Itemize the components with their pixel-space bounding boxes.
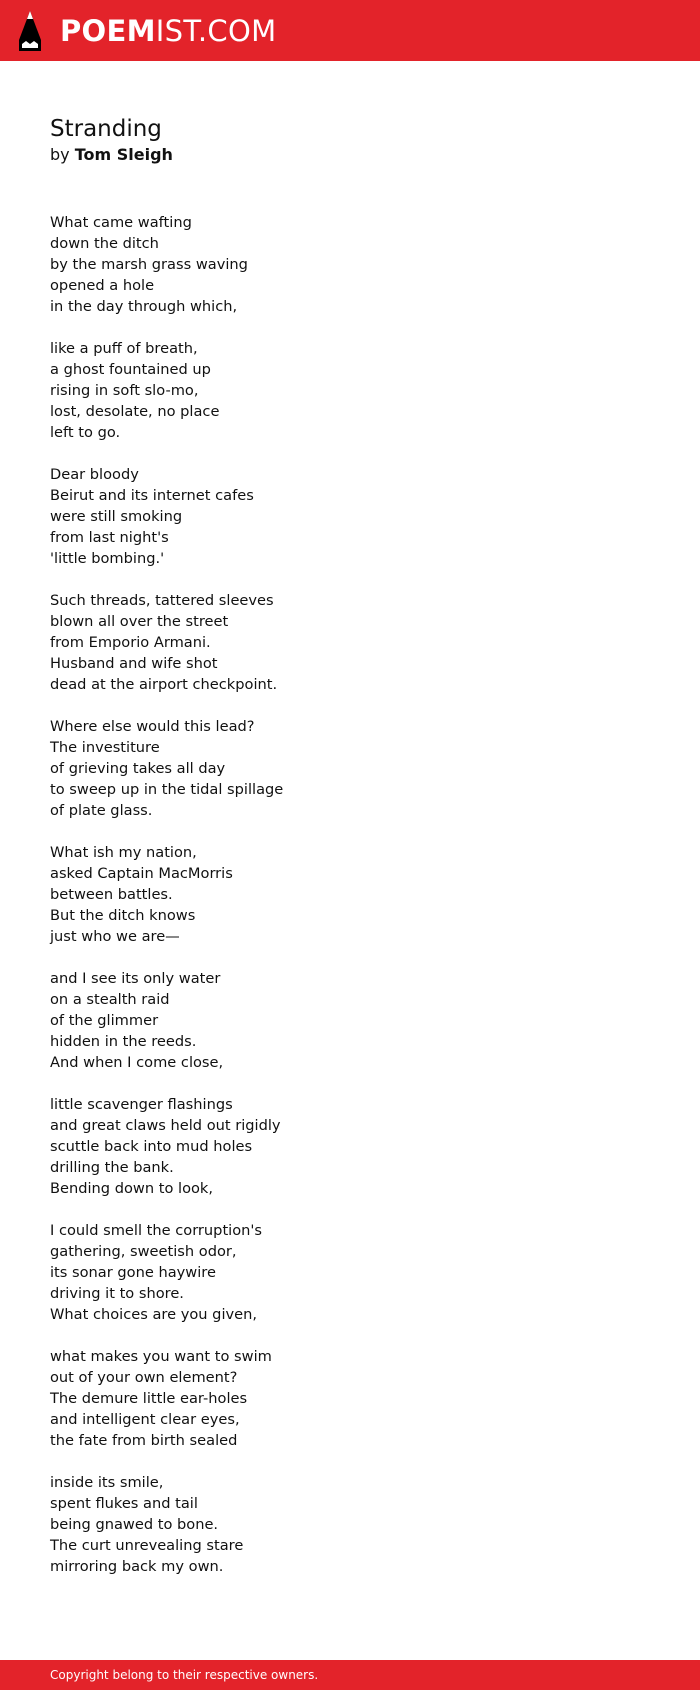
poem-line: by the marsh grass waving bbox=[50, 256, 248, 273]
poem-line: and great claws held out rigidly bbox=[50, 1117, 281, 1134]
poem-body bbox=[50, 212, 670, 1577]
poem-stanza bbox=[50, 1094, 670, 1199]
poem-stanza bbox=[50, 338, 670, 443]
poem-line: scuttle back into mud holes bbox=[50, 1138, 253, 1155]
poem-line: out of your own element? bbox=[50, 1369, 238, 1386]
poem-stanza bbox=[50, 212, 670, 317]
poem-line: The curt unrevealing stare bbox=[50, 1537, 244, 1554]
poem-line: The demure little ear-holes bbox=[50, 1390, 248, 1407]
poem-line: mirroring back my own. bbox=[50, 1558, 224, 1575]
poem-line: inside its smile, bbox=[50, 1474, 164, 1491]
poem-stanza bbox=[50, 716, 670, 821]
poem-line: were still smoking bbox=[50, 508, 183, 525]
poem-line: from Emporio Armani. bbox=[50, 634, 211, 651]
logo-text-bold: POEM bbox=[60, 14, 156, 48]
poem-line: What choices are you given, bbox=[50, 1306, 257, 1323]
site-footer bbox=[0, 1660, 700, 1690]
poem-line: to sweep up in the tidal spillage bbox=[50, 781, 284, 798]
poem-line: the fate from birth sealed bbox=[50, 1432, 238, 1449]
poem-line: What ish my nation, bbox=[50, 844, 197, 861]
site-logo[interactable] bbox=[18, 10, 276, 52]
site-header bbox=[0, 0, 700, 61]
poem-stanza bbox=[50, 464, 670, 569]
poem-line: blown all over the street bbox=[50, 613, 229, 630]
poem-line: little scavenger flashings bbox=[50, 1096, 233, 1113]
poem-line: But the ditch knows bbox=[50, 907, 196, 924]
poem-line: and intelligent clear eyes, bbox=[50, 1411, 240, 1428]
poem-line: on a stealth raid bbox=[50, 991, 170, 1008]
poem-line: drilling the bank. bbox=[50, 1159, 174, 1176]
poem-line: opened a hole bbox=[50, 277, 155, 294]
poem-stanza bbox=[50, 590, 670, 695]
poem-line: rising in soft slo-mo, bbox=[50, 382, 199, 399]
poem-line: I could smell the corruption's bbox=[50, 1222, 263, 1239]
poem-line: of grieving takes all day bbox=[50, 760, 226, 777]
by-label: by bbox=[50, 145, 70, 164]
poem-line: down the ditch bbox=[50, 235, 159, 252]
poem-title: Stranding bbox=[50, 116, 162, 142]
logo-text bbox=[60, 10, 276, 52]
poem-line: lost, desolate, no place bbox=[50, 403, 220, 420]
poem-stanza bbox=[50, 1220, 670, 1325]
author-name: Tom Sleigh bbox=[74, 145, 173, 164]
poem-line: 'little bombing.' bbox=[50, 550, 165, 567]
poem-stanza bbox=[50, 842, 670, 947]
poem-line: The investiture bbox=[50, 739, 160, 756]
poem-line: And when I come close, bbox=[50, 1054, 224, 1071]
poem-line: driving it to shore. bbox=[50, 1285, 184, 1302]
poem-line: between battles. bbox=[50, 886, 173, 903]
poem-line: dead at the airport checkpoint. bbox=[50, 676, 278, 693]
poem-line: in the day through which, bbox=[50, 298, 238, 315]
poem-line: gathering, sweetish odor, bbox=[50, 1243, 237, 1260]
poem-line: from last night's bbox=[50, 529, 169, 546]
poem-stanza bbox=[50, 1346, 670, 1451]
copyright-text: Copyright belong to their respective owners. bbox=[50, 1668, 319, 1682]
poem-line: and I see its only water bbox=[50, 970, 221, 987]
poem-line: Beirut and its internet cafes bbox=[50, 487, 254, 504]
poem-line: left to go. bbox=[50, 424, 121, 441]
poem-line: Dear bloody bbox=[50, 466, 139, 483]
poem-line: Where else would this lead? bbox=[50, 718, 255, 735]
poem-line: Husband and wife shot bbox=[50, 655, 218, 672]
poem-line: being gnawed to bone. bbox=[50, 1516, 219, 1533]
poem-line: spent flukes and tail bbox=[50, 1495, 198, 1512]
poem-line: hidden in the reeds. bbox=[50, 1033, 197, 1050]
poem-line: like a puff of breath, bbox=[50, 340, 198, 357]
pencil-icon bbox=[18, 10, 42, 52]
poem-line: a ghost fountained up bbox=[50, 361, 211, 378]
poem-line: What came wafting bbox=[50, 214, 192, 231]
byline bbox=[50, 144, 670, 166]
poem-stanza bbox=[50, 968, 670, 1073]
poem-line: Such threads, tattered sleeves bbox=[50, 592, 274, 609]
poem-line: just who we are— bbox=[50, 928, 180, 945]
poem-line: what makes you want to swim bbox=[50, 1348, 272, 1365]
poem-stanza bbox=[50, 1472, 670, 1577]
poem-content bbox=[50, 114, 670, 1598]
poem-line: of the glimmer bbox=[50, 1012, 159, 1029]
poem-line: Bending down to look, bbox=[50, 1180, 214, 1197]
poem-line: asked Captain MacMorris bbox=[50, 865, 233, 882]
poem-line: its sonar gone haywire bbox=[50, 1264, 216, 1281]
poem-line: of plate glass. bbox=[50, 802, 153, 819]
logo-text-light: IST.COM bbox=[155, 14, 277, 48]
